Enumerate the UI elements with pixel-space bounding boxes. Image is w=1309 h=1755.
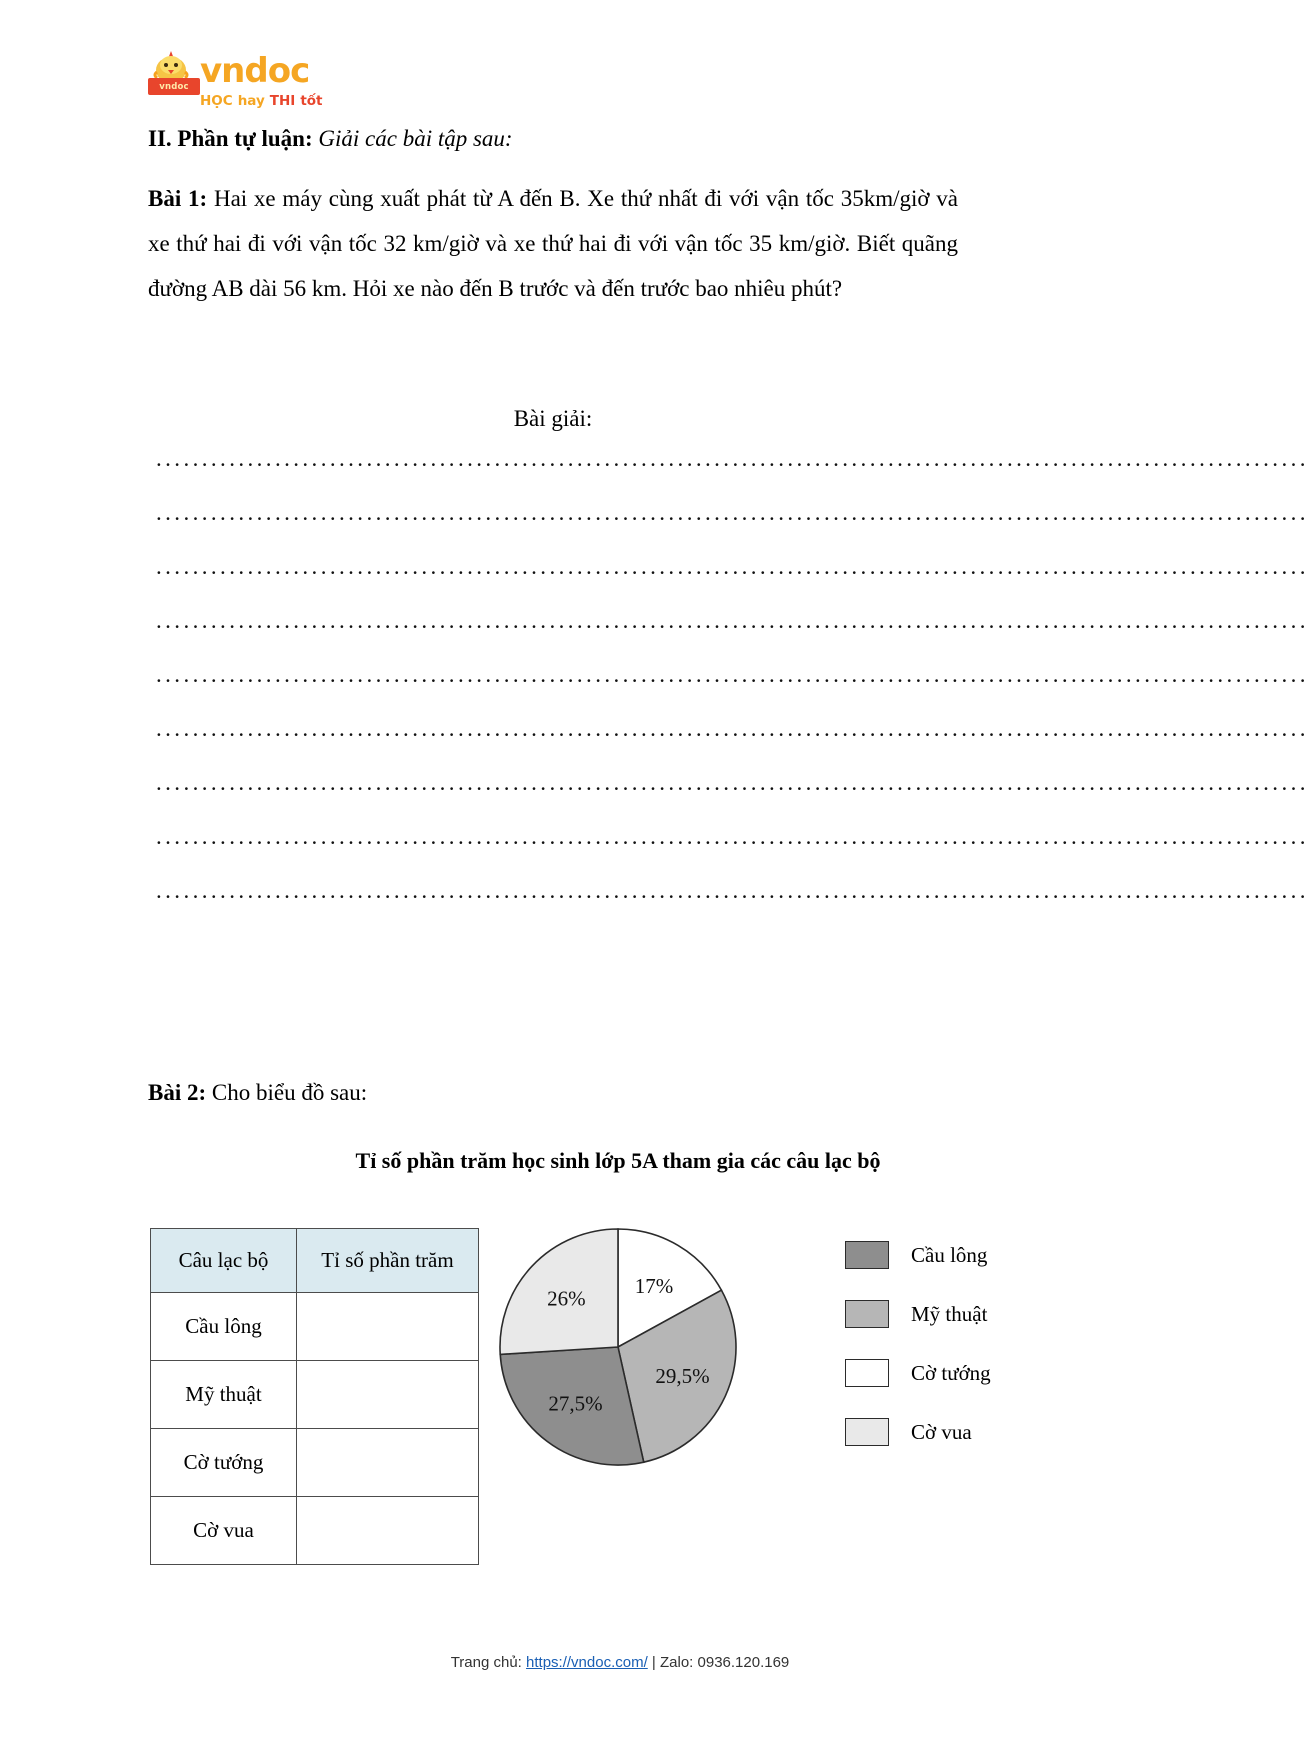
answer-dotted-line[interactable]: .............................................................................................................................. [156,554,1309,579]
table-row [151,1293,479,1361]
legend-item [845,1415,991,1449]
section-heading [148,122,513,155]
footer-prefix: Trang chủ: [450,1654,527,1671]
pie-slice-label: 17% [634,1274,674,1299]
answer-lines[interactable] [148,432,1309,918]
table-cell-club: Cầu lông [151,1293,297,1361]
table-row [151,1361,479,1429]
footer-zalo: Zalo: 0936.120.169 [660,1654,790,1671]
pie-slice-label: 27,5% [548,1391,603,1416]
table-header-row [151,1229,479,1293]
answer-dotted-line[interactable]: .............................................................................................................................. [156,608,1309,633]
pie-slice-label: 29,5% [655,1364,710,1389]
table-header-percent: Tỉ số phần trăm [297,1229,479,1293]
legend-swatch-icon [845,1359,889,1387]
section-heading-italic: Giải các bài tập sau: [318,126,513,151]
legend-item [845,1238,991,1272]
table-row [151,1497,479,1565]
table-cell-club: Mỹ thuật [151,1361,297,1429]
logo-tagline [200,95,323,109]
table-cell-club: Cờ tướng [151,1429,297,1497]
legend-label: Cờ tướng [911,1360,991,1385]
chart-legend [845,1238,991,1449]
tagline-part-2: hay [237,93,265,109]
legend-swatch-icon [845,1300,889,1328]
logo-row [148,48,309,94]
legend-swatch-icon [845,1418,889,1446]
legend-swatch-icon [845,1241,889,1269]
tagline-part-3: THI [269,93,296,109]
logo-wordmark: vndoc [200,51,310,91]
answer-dotted-line[interactable]: .............................................................................................................................. [156,500,1309,525]
legend-label: Cờ vua [911,1419,972,1444]
table-cell-percent[interactable] [297,1293,479,1361]
logo-ribbon-label: vndoc [148,78,200,95]
table-body [151,1293,479,1565]
vndoc-logo [148,48,323,109]
footer-separator: | [647,1654,660,1671]
answer-dotted-line[interactable]: .............................................................................................................................. [156,878,1309,903]
page-footer [0,1654,1240,1671]
solution-label: Bài giải: [513,406,593,431]
vndoc-mascot-icon [148,48,194,94]
pie-slice-label: 26% [547,1286,586,1311]
table-cell-percent[interactable] [297,1429,479,1497]
table-cell-percent[interactable] [297,1497,479,1565]
exercise-1-label: Bài 1: [148,186,208,211]
tagline-part-1: HỌC [200,93,233,109]
table-cell-percent[interactable] [297,1361,479,1429]
club-percentage-table [150,1228,479,1565]
exercise-2-paragraph [148,1080,367,1106]
answer-dotted-line[interactable]: .............................................................................................................................. [156,770,1309,795]
legend-item [845,1297,991,1331]
legend-label: Mỹ thuật [911,1301,988,1326]
footer-url-link[interactable]: https://vndoc.com/ [526,1654,648,1671]
answer-dotted-line[interactable]: .............................................................................................................................. [156,446,1309,471]
tagline-part-4: tốt [300,93,323,109]
table-row [151,1429,479,1497]
legend-item [845,1356,991,1390]
exercise-2-text: Cho biểu đồ sau: [211,1080,368,1105]
exercise-2-label: Bài 2: [148,1080,207,1105]
answer-dotted-line[interactable]: .............................................................................................................................. [156,716,1309,741]
table-cell-club: Cờ vua [151,1497,297,1565]
exercise-1-text: Hai xe máy cùng xuất phát từ A đến B. Xe thứ nhất đi với vận tốc 35km/giờ và xe thứ hai đi với vận tốc 32 km/giờ và xe thứ hai đi với vận tốc 35 km/giờ. Biết quãng đường AB dài 56 km. Hỏi xe nào đến B trước và đến trước bao nhiêu phút? [148,186,959,301]
answer-dotted-line[interactable]: .............................................................................................................................. [156,824,1309,849]
section-heading-bold: II. Phần tự luận: [148,126,313,151]
legend-label: Cầu lông [911,1242,988,1267]
chart-title: Tỉ số phần trăm học sinh lớp 5A tham gia các câu lạc bộ [355,1148,881,1173]
exercise-1-paragraph [148,176,958,311]
table-header-club: Câu lạc bộ [151,1229,297,1293]
answer-dotted-line[interactable]: .............................................................................................................................. [156,662,1309,687]
